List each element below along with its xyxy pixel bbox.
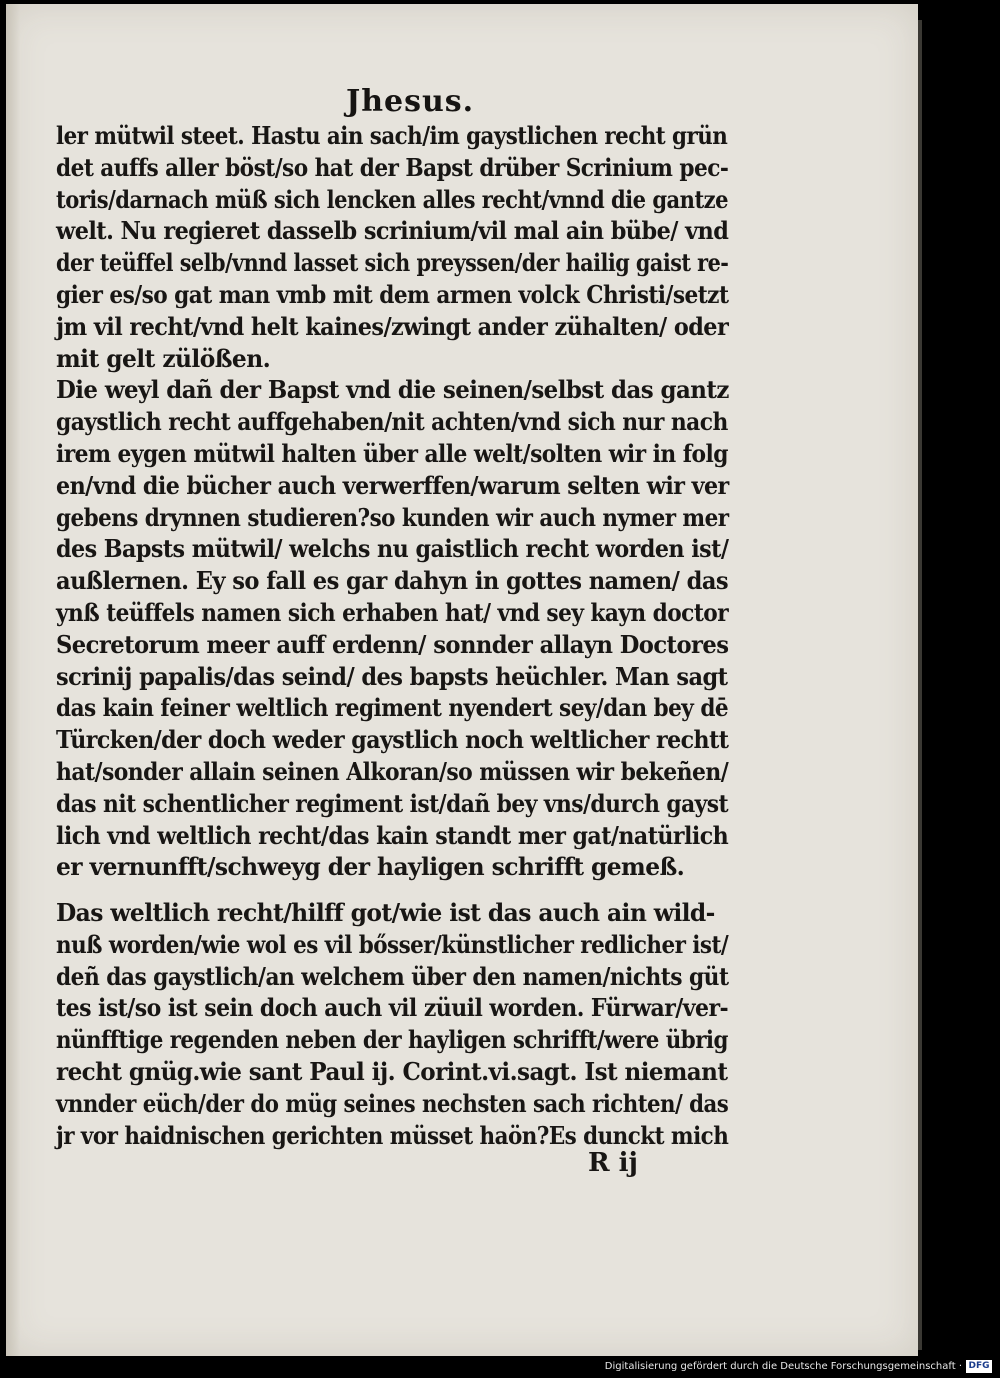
paragraph-1-line: das nit schentlicher regiment ist/dañ bey vns/durch gayst (56, 788, 729, 818)
paragraph-2-line: Das weltlich recht/hilff got/wie ist das auch ain wild- (56, 898, 715, 927)
paragraph-1-line: er vernunfft/schweyg der hayligen schrifft gemeß. (56, 852, 685, 882)
paragraph-1-line: gier es/so gat man vmb mit dem armen volck Christi/setzt (56, 279, 729, 309)
paragraph-2-line: jr vor haidnischen gerichten müsset haön?Es dunckt mich (56, 1120, 729, 1150)
paragraph-2 (56, 897, 746, 1151)
paragraph-1-line: das kain feiner weltlich regiment nyendert sey/dan bey dē (56, 693, 729, 723)
paragraph-1-line: des Bapsts mütwil/ welchs nu gaistlich recht worden ist/ (56, 534, 729, 564)
paragraph-1-line: welt. Nu regieret dasselb scrinium/vil mal ain bübe/ vnd (56, 216, 729, 246)
paragraph-1-line: Secretorum meer auff erdenn/ sonnder allayn Doctores (56, 629, 729, 659)
paragraph-1-line: en/vnd die bücher auch verwerffen/warum selten wir ver (56, 470, 729, 500)
paragraph-1-line: toris/darnach müß sich lencken alles recht/vnnd die gantze (56, 184, 729, 214)
paragraph-1-line: scrinij papalis/das seind/ des bapsts heüchler. Man sagt (56, 661, 728, 691)
paragraph-2-line: recht gnüg.wie sant Paul ij. Corint.vi.sagt. Ist niemant (56, 1056, 728, 1086)
paragraph-1-line: gebens drynnen studieren?so kunden wir auch nymer mer (56, 502, 729, 532)
paragraph-1-line: ler mütwil steet. Hastu ain sach/im gaystlichen recht grün (56, 121, 728, 150)
signature-mark: R ij (588, 1148, 638, 1178)
paragraph-2-line: deñ das gaystlich/an welchem über den namen/nichts güt (56, 961, 729, 991)
paragraph-1-line: mit gelt zülößen. (56, 343, 271, 373)
paragraph-2-line: nuß worden/wie wol es vil bősser/künstlicher redlicher ist/ (56, 929, 729, 959)
paragraph-2-line: nünfftige regenden neben der hayligen schrifft/were übrig (56, 1025, 728, 1055)
paragraph-1-line: lich vnd weltlich recht/das kain standt mer gat/natürlich (56, 820, 729, 850)
paragraph-1-line: Die weyl dañ der Bapst vnd die seinen/selbst das gantz (56, 375, 729, 405)
book-page (6, 4, 918, 1356)
dfg-logo-icon: DFG (966, 1360, 992, 1373)
paragraph-1-line: Türcken/der doch weder gaystlich noch weltlicher rechtt (56, 725, 729, 755)
paragraph-1-line: jm vil recht/vnd helt kaines/zwingt ander zühalten/ oder (56, 311, 729, 341)
paragraph-1 (56, 120, 746, 883)
paragraph-2-line: tes ist/so ist sein doch auch vil züuil worden. Fürwar/ver- (56, 993, 729, 1023)
paragraph-1-line: irem eygen mütwil halten über alle welt/solten wir in folg (56, 438, 728, 468)
paragraph-1-line: det auffs aller böst/so hat der Bapst drüber Scrinium pec- (56, 152, 729, 182)
paragraph-1-line: ynß teüffels namen sich erhaben hat/ vnd sey kayn doctor (56, 597, 729, 627)
footer-credit: Digitalisierung gefördert durch die Deutsche Forschungsgemeinschaft · (604, 1361, 962, 1372)
paragraph-2-line: vnnder eüch/der do müg seines nechsten sach richten/ das (56, 1088, 729, 1118)
page-edge (918, 20, 922, 1350)
paragraph-1-line: außlernen. Ey so fall es gar dahyn in gottes namen/ das (56, 566, 729, 596)
paragraph-1-line: hat/sonder allain seinen Alkoran/so müssen wir bekeñen/ (56, 756, 729, 786)
paragraph-1-line: der teüffel selb/vnnd lasset sich preyssen/der hailig gaist re- (56, 248, 729, 278)
page-header: Jhesus. (346, 84, 475, 119)
paragraph-1-line: gaystlich recht auffgehaben/nit achten/vnd sich nur nach (56, 407, 728, 437)
